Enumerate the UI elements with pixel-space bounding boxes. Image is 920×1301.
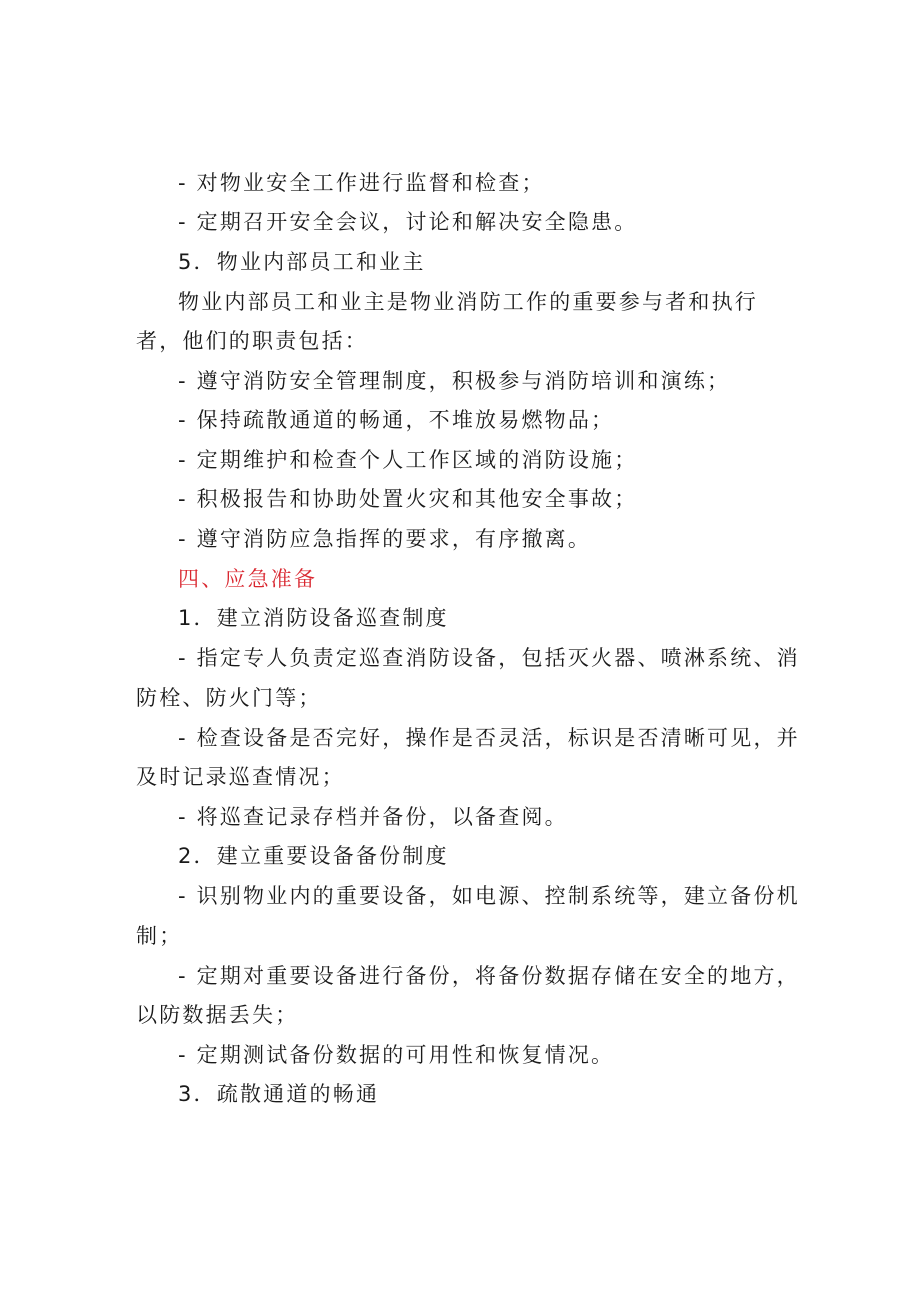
paragraph-line-2: 者，他们的职责包括：	[136, 329, 368, 353]
subheading-evacuation-route: 3．疏散通道的畅通	[178, 1082, 380, 1106]
backup-item-3: - 定期测试备份数据的可用性和恢复情况。	[178, 1043, 615, 1067]
inspection-item-1-line-1: - 指定专人负责定巡查消防设备，包括灭火器、喷淋系统、消	[178, 646, 800, 670]
staff-duty-1: - 遵守消防安全管理制度，积极参与消防培训和演练；	[178, 369, 731, 393]
inspection-item-2-line-1: - 检查设备是否完好，操作是否灵活，标识是否清晰可见，并	[178, 726, 800, 750]
subheading-inspection-system: 1．建立消防设备巡查制度	[178, 606, 449, 630]
staff-duty-4: - 积极报告和协助处置火灾和其他安全事故；	[178, 487, 638, 511]
backup-item-1-line-1: - 识别物业内的重要设备，如电源、控制系统等，建立备份机	[178, 884, 800, 908]
section-heading-emergency-prep: 四、应急准备	[178, 567, 318, 591]
backup-item-2-line-1: - 定期对重要设备进行备份，将备份数据存储在安全的地方，	[178, 964, 800, 988]
inspection-item-1-line-2: 防栓、防火门等；	[136, 686, 322, 710]
staff-duty-5: - 遵守消防应急指挥的要求，有序撤离。	[178, 527, 592, 551]
inspection-item-3: - 将巡查记录存档并备份，以备查阅。	[178, 805, 568, 829]
backup-item-2-line-2: 以防数据丢失；	[136, 1003, 299, 1027]
staff-duty-2: - 保持疏散通道的畅通，不堆放易燃物品；	[178, 408, 615, 432]
paragraph-line-1: 物业内部员工和业主是物业消防工作的重要参与者和执行	[178, 290, 758, 314]
staff-duty-3: - 定期维护和检查个人工作区域的消防设施；	[178, 448, 638, 472]
backup-item-1-line-2: 制；	[136, 924, 183, 948]
duty-supervise-line: - 对物业安全工作进行监督和检查；	[178, 171, 545, 195]
duty-meeting-line: - 定期召开安全会议，讨论和解决安全隐患。	[178, 210, 638, 234]
subheading-backup-system: 2．建立重要设备备份制度	[178, 844, 449, 868]
inspection-item-2-line-2: 及时记录巡查情况；	[136, 765, 345, 789]
subheading-staff-owners: 5．物业内部员工和业主	[178, 250, 426, 274]
